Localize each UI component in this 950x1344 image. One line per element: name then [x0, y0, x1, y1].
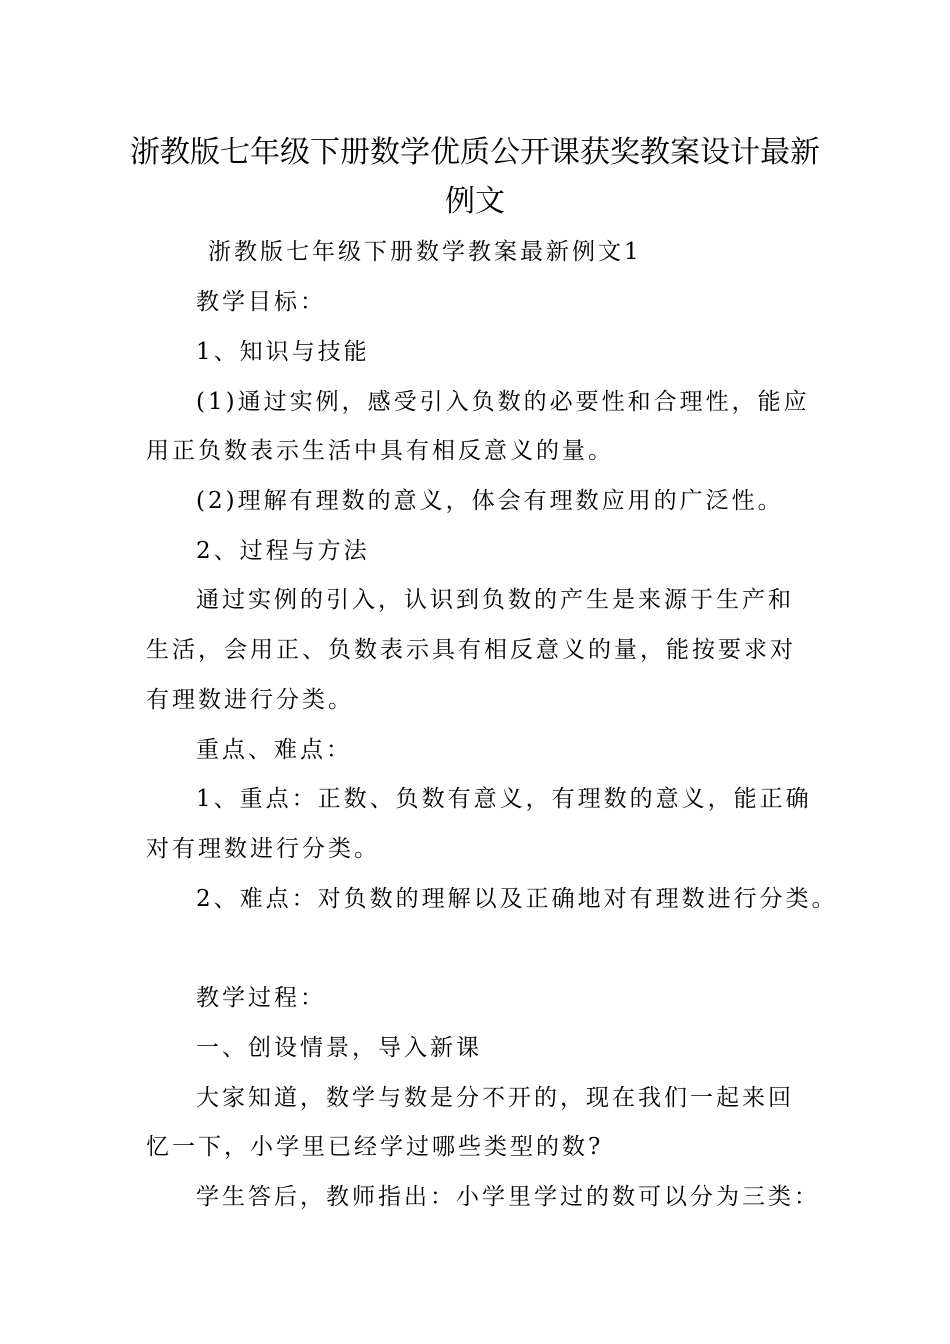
paragraph-line: 1、知识与技能 — [196, 339, 370, 365]
paragraph-line: 有理数进行分类。 — [146, 687, 354, 713]
paragraph-line: 一、创设情景，导入新课 — [196, 1035, 482, 1061]
paragraph-line: 2、难点：对负数的理解以及正确地对有理数进行分类。 — [196, 886, 838, 912]
paragraph-line: 教学目标： — [196, 289, 326, 315]
document-title-line-1: 浙教版七年级下册数学优质公开课获奖教案设计最新 — [130, 135, 820, 170]
paragraph-line: 2、过程与方法 — [196, 538, 370, 564]
document-title-line-2: 例文 — [445, 184, 505, 219]
section-heading: 浙教版七年级下册数学教案最新例文1 — [208, 239, 642, 265]
paragraph-line: 通过实例的引入，认识到负数的产生是来源于生产和 — [196, 587, 794, 613]
paragraph-line: 生活，会用正、负数表示具有相反意义的量，能按要求对 — [146, 637, 796, 663]
paragraph-line: (1)通过实例，感受引入负数的必要性和合理性，能应 — [196, 389, 810, 415]
paragraph-line: 用正负数表示生活中具有相反意义的量。 — [146, 438, 614, 464]
paragraph-line: 对有理数进行分类。 — [146, 836, 380, 862]
paragraph-line: 教学过程： — [196, 985, 326, 1011]
paragraph-line: 1、重点：正数、负数有意义，有理数的意义，能正确 — [196, 786, 812, 812]
paragraph-line: 忆一下，小学里已经学过哪些类型的数? — [146, 1134, 604, 1160]
paragraph-line: (2)理解有理数的意义，体会有理数应用的广泛性。 — [196, 488, 784, 514]
paragraph-line: 大家知道，数学与数是分不开的，现在我们一起来回 — [196, 1085, 794, 1111]
paragraph-line: 重点、难点： — [196, 737, 352, 763]
paragraph-line: 学生答后，教师指出：小学里学过的数可以分为三类： — [196, 1184, 820, 1210]
